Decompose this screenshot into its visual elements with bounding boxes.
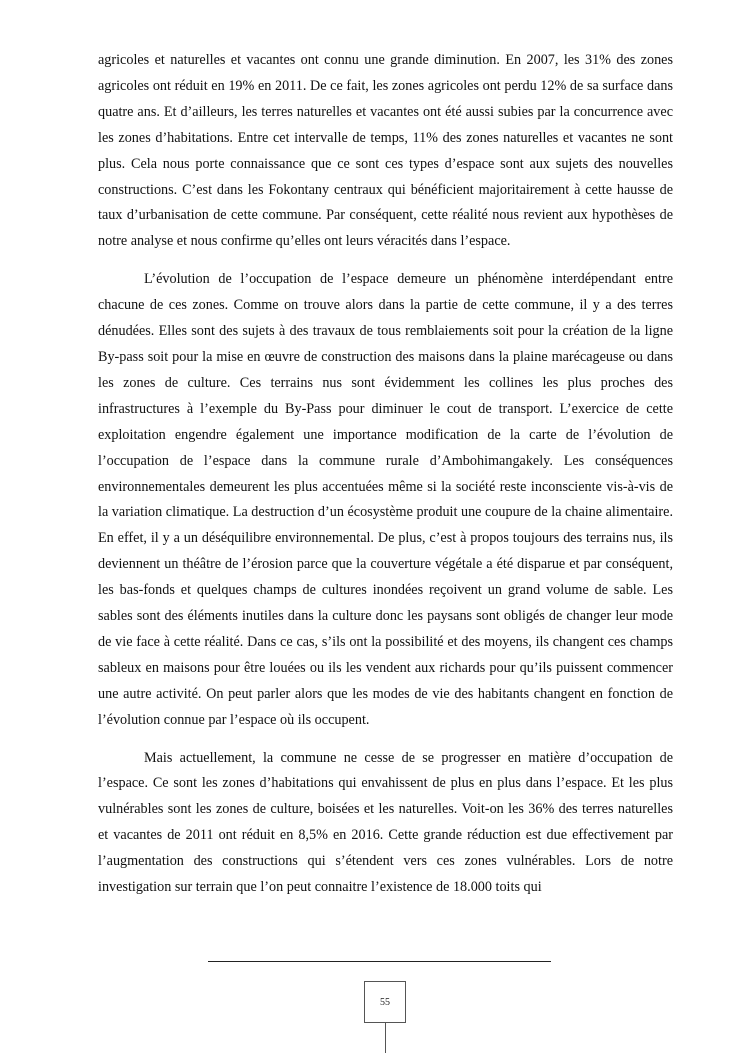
page-number: 55	[380, 996, 390, 1008]
paragraph-2: L’évolution de l’occupation de l’espace demeure un phénomène interdépendant entre chacune de ces zones. Comme on trouve alors dans la partie de cette commune, il y a des terres dénudées. Elles sont des sujets à des travaux de tous remblaiements soit pour la création de la ligne By-pass soit pour la mise en œuvre de construction des maisons dans la plaine marécageuse ou dans les zones de culture. Ces terrains nus sont évidemment les collines les plus proches des infrastructures à l’exemple du By-Pass pour diminuer le cout de transport. L’exercice de cette exploitation engendre également une importance modification de la carte de l’évolution de l’occupation de l’espace dans la commune rurale d’Ambohimangakely. Les conséquences environnementales demeurent les plus accentuées même si la société reste inconsciente vis-à-vis de la variation climatique. La destruction d’un écosystème produit une coupure de la chaine alimentaire. En effet, il y a un déséquilibre environnemental. De plus, c’est à propos toujours des terrains nus, ils deviennent un théâtre de l’érosion parce que la couverture végétale a été disparue et par conséquent, les bas-fonds et quelques champs de cultures inondées reçoivent un grand volume de sable. Les sables sont des éléments inutiles dans la culture donc les paysans sont obligés de changer leur mode de vie face à cette réalité. Dans ce cas, s’ils ont la possibilité et des moyens, ils changent ces champs sableux en maisons pour être louées ou ils les vendent aux richards pour qu’ils puissent commencer une autre activité. On peut parler alors que les modes de vie des habitants changent en fonction de l’évolution connue par l’espace où ils occupent.	[98, 271, 673, 728]
footer-separator-line	[208, 961, 551, 962]
paragraph-1: agricoles et naturelles et vacantes ont connu une grande diminution. En 2007, les 31% des zones agricoles ont réduit en 19% en 2011. De ce fait, les zones agricoles ont perdu 12% de sa surface dans quatre ans. Et d’ailleurs, les terres naturelles et vacantes ont été aussi subies par la concurrence avec les zones d’habitations. Entre cet intervalle de temps, 11% des zones naturelles et vacantes ne sont plus. Cela nous porte connaissance que ce sont ces types d’espace sont aux sujets des nouvelles constructions. C’est dans les Fokontany centraux qui bénéficient majoritairement à cette hausse de taux d’urbanisation de cette commune. Par conséquent, cette réalité nous revient aux hypothèses de notre analyse et nous confirme qu’elles ont leurs véracités dans l’espace.	[98, 52, 673, 250]
page-number-connector-line	[385, 1023, 386, 1053]
document-body	[98, 48, 673, 901]
paragraph-3: Mais actuellement, la commune ne cesse de se progresser en matière d’occupation de l’espace. Ce sont les zones d’habitations qui envahissent de plus en plus dans l’espace. Et les plus vulnérables sont les zones de culture, boisées et les naturelles. Voit-on les 36% des terres naturelles et vacantes de 2011 ont réduit en 8,5% en 2016. Cette grande réduction est due effectivement par l’augmentation des constructions qui s’étendent vers ces zones vulnérables. Lors de notre investigation sur terrain que l’on peut connaitre l’existence de 18.000 toits qui	[98, 749, 673, 896]
page-number-box	[364, 981, 406, 1023]
